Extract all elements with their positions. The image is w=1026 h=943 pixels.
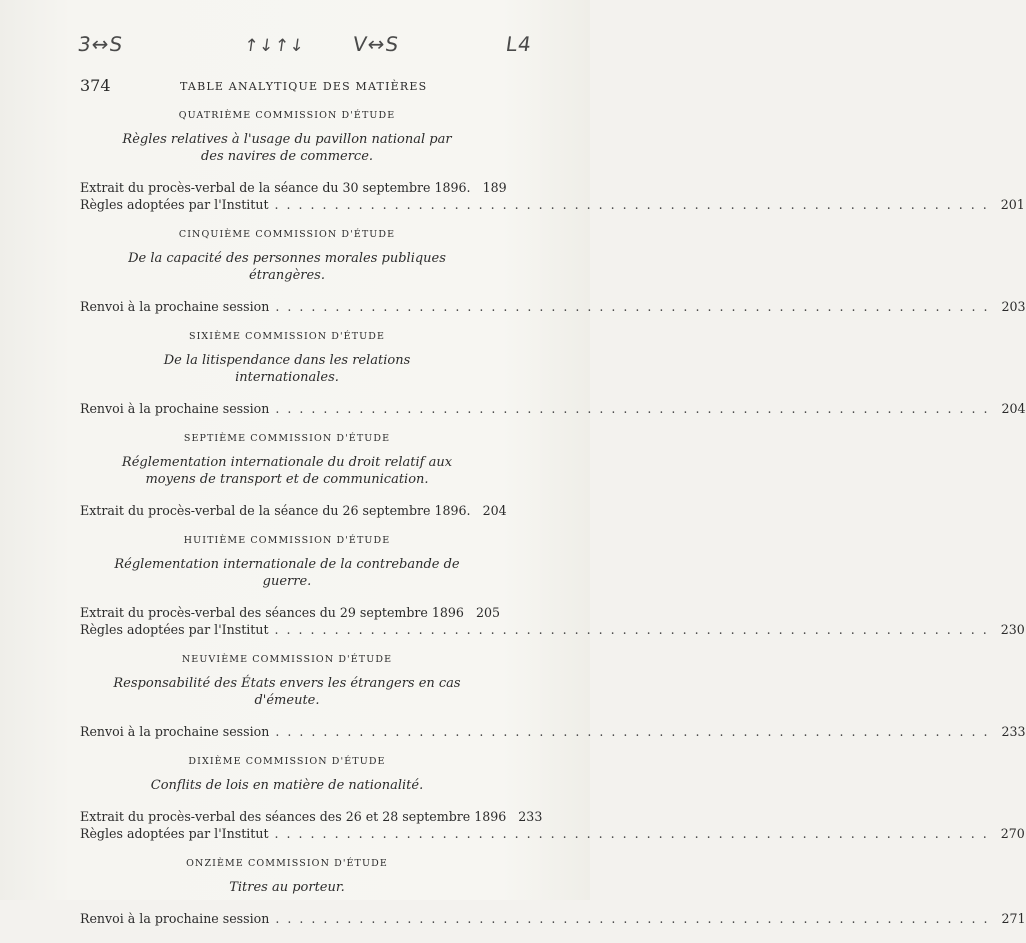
commission-section: [80, 331, 1026, 417]
commission-heading: SIXIÈME COMMISSION D'ÉTUDE: [188, 331, 386, 342]
commission-heading: DIXIÈME COMMISSION D'ÉTUDE: [188, 756, 386, 767]
commission-section: [80, 858, 1026, 927]
entry-page-number: 189: [482, 180, 507, 195]
toc-entry: [80, 196, 1025, 213]
entry-label: Extrait du procès-verbal de la séance du 26 septembre 1896.: [80, 503, 471, 518]
toc-entry: [80, 723, 1026, 740]
entry-page-number: 233: [518, 809, 543, 824]
entry-page-number: 233: [1001, 724, 1026, 739]
handwritten-annotation: ↑↓↑↓: [242, 36, 307, 56]
entry-page-number: 204: [482, 503, 507, 518]
entry-label: Règles adoptées par l'Institut: [80, 197, 269, 212]
toc-entry: [80, 621, 1025, 638]
entry-label: Règles adoptées par l'Institut: [80, 826, 269, 841]
commission-section: [80, 433, 507, 519]
dot-leader: ............................................................: [274, 622, 995, 637]
toc-entry: [80, 179, 507, 196]
entry-label: Renvoi à la prochaine session: [80, 401, 270, 416]
entry-page-number: 205: [475, 605, 500, 620]
entry-page-number: 271: [1001, 911, 1026, 926]
page-number: 374: [80, 76, 111, 95]
commission-section: [80, 654, 1026, 740]
entry-page-number: 204: [1001, 401, 1026, 416]
entry-label: Règles adoptées par l'Institut: [80, 622, 269, 637]
commission-heading: QUATRIÈME COMMISSION D'ÉTUDE: [178, 110, 396, 121]
commission-heading: NEUVIÈME COMMISSION D'ÉTUDE: [181, 654, 393, 665]
toc-entry: [80, 502, 507, 519]
entry-page-number: 270: [1000, 826, 1025, 841]
entry-label: Extrait du procès-verbal des séances des 26 et 28 septembre 1896: [80, 809, 507, 824]
commission-topic: De la litispendance dans les relations internationales.: [163, 353, 411, 385]
toc-entry: [80, 910, 1026, 927]
commission-section: [80, 110, 1025, 213]
entry-label: Renvoi à la prochaine session: [80, 299, 270, 314]
commission-heading: SEPTIÈME COMMISSION D'ÉTUDE: [183, 433, 391, 444]
handwritten-annotation: 3↔S: [76, 32, 125, 56]
handwritten-annotation: L4: [504, 32, 534, 56]
entry-page-number: 203: [1001, 299, 1026, 314]
dot-leader: ............................................................: [275, 299, 996, 314]
commission-heading: HUITIÈME COMMISSION D'ÉTUDE: [183, 535, 391, 546]
commission-section: [80, 229, 1026, 315]
toc-entry: [80, 604, 500, 621]
commission-topic: Titres au porteur.: [229, 880, 345, 895]
dot-leader: ............................................................: [274, 826, 995, 841]
dot-leader: ............................................................: [275, 911, 996, 926]
entry-label: Extrait du procès-verbal de la séance du 30 septembre 1896.: [80, 180, 471, 195]
dot-leader: ............................................................: [275, 724, 996, 739]
dot-leader: ............................................................: [274, 197, 995, 212]
entry-label: Renvoi à la prochaine session: [80, 911, 270, 926]
commission-heading: ONZIÈME COMMISSION D'ÉTUDE: [186, 858, 388, 869]
commission-section: [80, 756, 1025, 842]
toc-entry: [80, 825, 1025, 842]
running-title: TABLE ANALYTIQUE DES MATIÈRES: [180, 80, 428, 93]
dot-leader: ............................................................: [275, 401, 996, 416]
toc-entry: [80, 808, 543, 825]
commission-topic: Réglementation internationale de la contrebande de guerre.: [114, 557, 460, 589]
table-of-contents: [80, 110, 1026, 943]
commission-section: [80, 535, 1025, 638]
page-header: [80, 76, 500, 98]
commission-topic: Règles relatives à l'usage du pavillon national par des navires de commerce.: [122, 132, 452, 164]
commission-topic: Responsabilité des États envers les étrangers en cas d'émeute.: [113, 676, 461, 708]
toc-entry: [80, 298, 1026, 315]
toc-entry: [80, 400, 1026, 417]
commission-topic: De la capacité des personnes morales publiques étrangères.: [128, 251, 446, 283]
entry-page-number: 230: [1000, 622, 1025, 637]
commission-topic: Réglementation internationale du droit relatif aux moyens de transport et de communication.: [121, 455, 453, 487]
entry-label: Renvoi à la prochaine session: [80, 724, 270, 739]
commission-topic: Conflits de lois en matière de nationalité.: [150, 778, 424, 793]
commission-heading: CINQUIÈME COMMISSION D'ÉTUDE: [178, 229, 396, 240]
entry-label: Extrait du procès-verbal des séances du 29 septembre 1896: [80, 605, 464, 620]
handwritten-annotation: V↔S: [351, 32, 401, 56]
entry-page-number: 201: [1000, 197, 1025, 212]
